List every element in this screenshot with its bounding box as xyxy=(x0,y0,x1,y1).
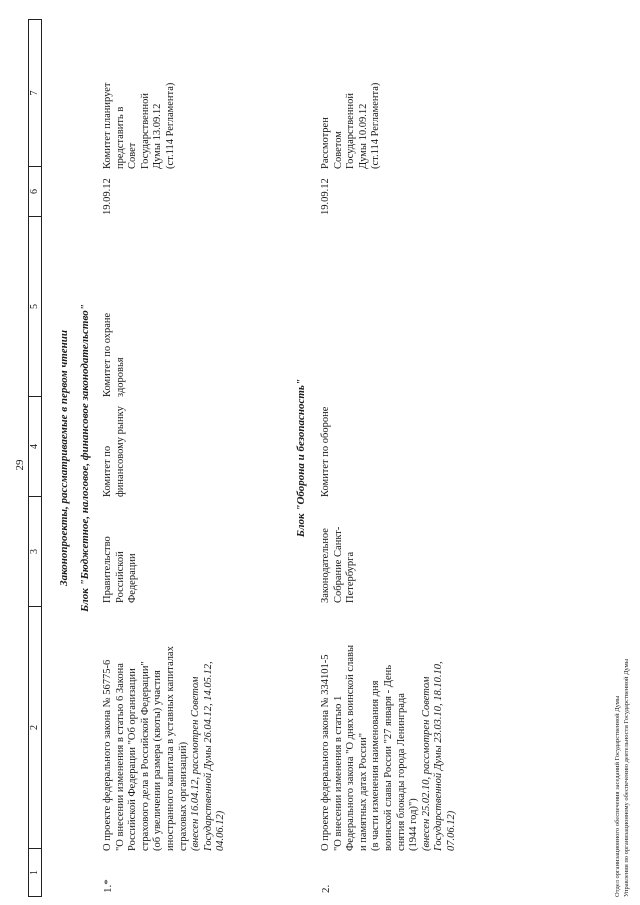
responsible-committee: Комитет по финансовому рынку xyxy=(102,406,126,497)
row-number: 1.* xyxy=(102,879,114,893)
responsible-committee: Комитет по обороне xyxy=(320,406,331,497)
column-header-7: 7 xyxy=(29,90,40,96)
bill-description-cell xyxy=(102,606,228,851)
footer-line-2: Управления по организационному обеспечению деятельности Государственной Думы xyxy=(623,658,630,897)
bill-author: Правительство Российской Федерации xyxy=(102,536,139,603)
bill-title: О проекте федерального закона № 56775-6 "О внесении изменения в статью 6 Закона Российской Федерации "Об организации страхового дела в Российской Федерации" (об увеличении размера (квоты) участия иностранного капитала в уставных капиталах страховых организаций) xyxy=(102,646,189,851)
section-heading: Законопроекты, рассматриваемые в первом чтении xyxy=(58,330,70,586)
column-number-header-row xyxy=(28,19,42,897)
bill-title: О проекте федерального закона № 334101-5 "О внесении изменения в статью 1 Федерального закона "О днях воинской славы и памятных датах России" (в части изменения наименования дня воинской славы России "27 января - День снятия блокады города Ленинграда (1944 год)") xyxy=(320,644,420,851)
bill-history-note: (внесен 25.02.10, рассмотрен Советом Государственной Думы 23.03.10, 18.10.10, 07.06.12) xyxy=(420,661,457,851)
row-number: 2. xyxy=(320,884,332,893)
footer-line-1: Отдел организационного обеспечения заседаний Государственной Думы xyxy=(614,695,621,897)
review-date: 19.09.12 xyxy=(102,178,113,215)
column-header-4: 4 xyxy=(29,396,41,496)
block-title-budget: Блок "Бюджетное, налоговое, финансовое законодательство" xyxy=(79,304,91,612)
column-header-6: 6 xyxy=(29,166,41,216)
column-header-3: 3 xyxy=(29,496,41,606)
committee-decision: Рассмотрен Советом Государственной Думы 10.09.12 (ст.114 Регламента) xyxy=(320,82,382,169)
column-header-5: 5 xyxy=(29,216,41,396)
bill-description-cell xyxy=(320,606,459,851)
column-header-2: 2 xyxy=(29,606,41,848)
bill-history-note: (внесен 16.04.12, рассмотрен Советом Государственной Думы 26.04.12, 14.05.12, 04.06.12) xyxy=(190,661,227,851)
column-header-1: 1 xyxy=(29,848,41,896)
page-number: 29 xyxy=(14,459,26,471)
committee-decision: Комитет планирует представить в Совет Государственной Думы 13.09.12 (ст.114 Регламента) xyxy=(102,82,176,169)
bill-author: Законодательное Собрание Санкт- Петербурга xyxy=(320,526,357,603)
co-executor-committee: Комитет по охране здоровья xyxy=(102,312,126,397)
block-title-defense: Блок "Оборона и безопасность" xyxy=(295,378,307,538)
review-date: 19.09.12 xyxy=(320,178,331,215)
